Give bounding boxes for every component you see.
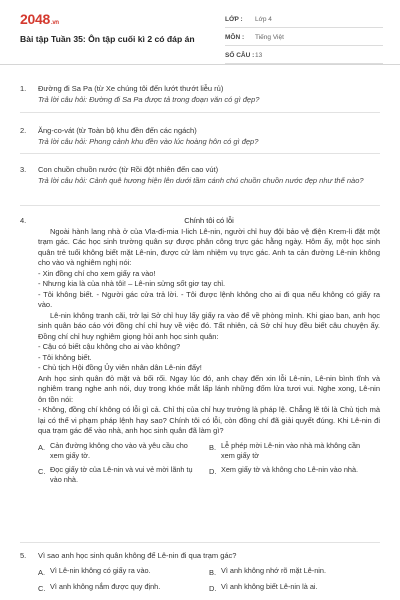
question-5 bbox=[20, 551, 380, 599]
question-number: 1. bbox=[20, 84, 27, 93]
passage-title: Chính tôi có lỗi bbox=[184, 216, 234, 225]
divider bbox=[20, 542, 380, 543]
option-text: Đọc giấy tờ của Lê-nin và vui vẻ mời lãnh tụ vào nhà. bbox=[50, 464, 193, 484]
question-text: Vì sao anh học sinh quân không để Lê-nin đi qua trạm gác? bbox=[38, 551, 237, 560]
option-text: Cản đường không cho vào và yêu cầu cho xem giấy tờ. bbox=[50, 440, 188, 460]
divider bbox=[20, 205, 380, 206]
option-letter: B. bbox=[209, 442, 217, 452]
passage-paragraph: - Chủ tịch Hội đồng Ủy viên nhân dân Lê-nin đấy! bbox=[38, 363, 202, 372]
question-2 bbox=[20, 126, 380, 147]
meta-label: MÔN : bbox=[225, 34, 245, 41]
meta-value: Tiếng Việt bbox=[255, 34, 284, 41]
option-letter: D. bbox=[209, 584, 217, 593]
question-3 bbox=[20, 165, 380, 186]
passage bbox=[38, 227, 380, 437]
divider bbox=[20, 112, 380, 113]
logo-sub: .vn bbox=[50, 20, 59, 26]
passage-paragraph: - Không, đồng chí không có lỗi gì cả. Chỉ thị của chỉ huy trưởng là pháp lệ. Chẳng lẽ tôi là Chủ tịch mà lại có thể vi phạm pháp lệnh hay sao? Chính tôi có lỗi, còn đồng chí đã giải quyết đúng. Khi Lê-nin đi qua trạm gác để vào nhà, anh học sinh quân đã làm gì? bbox=[38, 405, 380, 435]
question-number: 4. bbox=[20, 216, 27, 225]
option-letter: D. bbox=[209, 466, 217, 476]
meta-value: 13 bbox=[255, 52, 263, 59]
passage-paragraph: Anh học sinh quân đỏ mặt và bối rối. Ngay lúc đó, anh chạy đến xin lỗi Lê-nin, Lê-nin bình tĩnh và nghiêm trang nghe anh nói, duy trong khóe mắt lấp lánh những đốm lửa tươi vui. Nghe xong, Lê-nin ôn tồn nói: bbox=[38, 373, 380, 404]
answer-option-c[interactable] bbox=[38, 582, 209, 595]
option-letter: A. bbox=[38, 567, 46, 577]
logo-main: 2048 bbox=[20, 11, 50, 27]
question-subtext: Trả lời câu hỏi: Phong cảnh khu đền vào lúc hoàng hôn có gì đẹp? bbox=[38, 136, 259, 146]
question-subtext: Trả lời câu hỏi: Cảnh quê hương hiện lên dưới tầm cánh chú chuồn chuồn nước đẹp như thế nào? bbox=[38, 175, 364, 185]
answer-option-a[interactable] bbox=[38, 441, 209, 461]
answer-options bbox=[38, 566, 380, 595]
answer-option-d[interactable] bbox=[209, 582, 380, 595]
passage-paragraph: - Cậu có biết cậu không cho ai vào không? bbox=[38, 342, 181, 351]
option-letter: B. bbox=[209, 567, 217, 577]
question-text: Con chuồn chuồn nước (từ Rồi đột nhiên đến cao vút) bbox=[38, 165, 219, 174]
meta-label: LỚP : bbox=[225, 16, 243, 23]
passage-paragraph: - Tôi không biết. - Người gác cửa trả lời. - Tôi được lệnh không cho ai đi qua nếu không có giấy ra vào. bbox=[38, 289, 380, 309]
answer-option-b[interactable] bbox=[209, 441, 380, 461]
answer-options bbox=[38, 441, 380, 485]
passage-paragraph: Ngoài hành lang nhà ở của Vla-đi-mia I-lich Lê-nin, người chỉ huy đội bảo vệ điện Krem-li đặt một trạm gác. Các học sinh trường quân sự được phân công trực gác hằng ngày. Hôm ấy, một học sinh quân trẻ tuổi không biết mặt Lê-nin, được cử làm nhiệm vụ trực gác. Anh ta cản đường Lê-nin không cho vào và nghiêm nghị nói: bbox=[38, 226, 380, 267]
meta-row-count bbox=[225, 48, 383, 64]
divider bbox=[20, 153, 380, 154]
answer-option-c[interactable] bbox=[38, 465, 209, 485]
passage-paragraph: - Xin đồng chí cho xem giấy ra vào! bbox=[38, 268, 156, 278]
question-1 bbox=[20, 84, 380, 105]
option-text: Vì anh không nắm được quy định. bbox=[50, 582, 161, 591]
passage-paragraph: Lê-nin không tranh cãi, trở lại Sở chỉ huy lấy giấy ra vào để về phòng mình. Khi giao ban, anh học sinh quân báo cáo với đồng chí chỉ huy về việc đó. Tất nhiên, cả Sở chỉ huy đều biết câu chuyện ấy. Đồng chí chỉ huy nghiêm giọng hỏi anh học sinh quân: bbox=[38, 310, 380, 341]
meta-row-class bbox=[225, 12, 383, 28]
option-text: Vì Lê-nin không có giấy ra vào. bbox=[50, 565, 151, 575]
answer-option-b[interactable] bbox=[209, 566, 380, 579]
option-letter: A. bbox=[38, 442, 46, 452]
option-text: Lễ phép mời Lê-nin vào nhà mà không cần xem giấy tờ bbox=[221, 440, 361, 460]
site-logo[interactable] bbox=[20, 11, 59, 27]
meta-label: SỐ CÂU : bbox=[225, 52, 255, 59]
document-title: Bài tập Tuần 35: Ôn tập cuối kì 2 có đáp án bbox=[20, 34, 195, 44]
option-text: Vì anh không biết Lê-nin là ai. bbox=[221, 582, 318, 591]
passage-paragraph: - Nhưng kia là của nhà tôi! – Lê-nin sửng sốt giơ tay chỉ. bbox=[38, 279, 226, 288]
question-4 bbox=[20, 216, 380, 489]
meta-panel bbox=[225, 12, 383, 66]
option-text: Vì anh không nhớ rõ mặt Lê-nin. bbox=[221, 565, 326, 575]
meta-value: Lớp 4 bbox=[255, 16, 272, 23]
option-text: Xem giấy tờ và không cho Lê-nin vào nhà. bbox=[221, 464, 359, 474]
question-subtext: Trả lời câu hỏi: Đường đi Sa Pa được tả trong đoạn văn có gì đẹp? bbox=[38, 94, 260, 104]
answer-option-a[interactable] bbox=[38, 566, 209, 579]
question-text: Đường đi Sa Pa (từ Xe chúng tôi đến lướt thướt liễu rủ) bbox=[38, 84, 224, 93]
option-letter: C. bbox=[38, 466, 46, 476]
question-number: 3. bbox=[20, 165, 27, 174]
answer-option-d[interactable] bbox=[209, 465, 380, 485]
option-letter: C. bbox=[38, 584, 46, 593]
question-text: Ăng-co-vát (từ Toàn bộ khu đền đến các ngách) bbox=[38, 126, 197, 135]
passage-paragraph: - Tôi không biết. bbox=[38, 352, 92, 362]
header bbox=[0, 0, 400, 65]
question-number: 5. bbox=[20, 551, 27, 560]
question-number: 2. bbox=[20, 126, 27, 135]
meta-row-subject bbox=[225, 30, 383, 46]
